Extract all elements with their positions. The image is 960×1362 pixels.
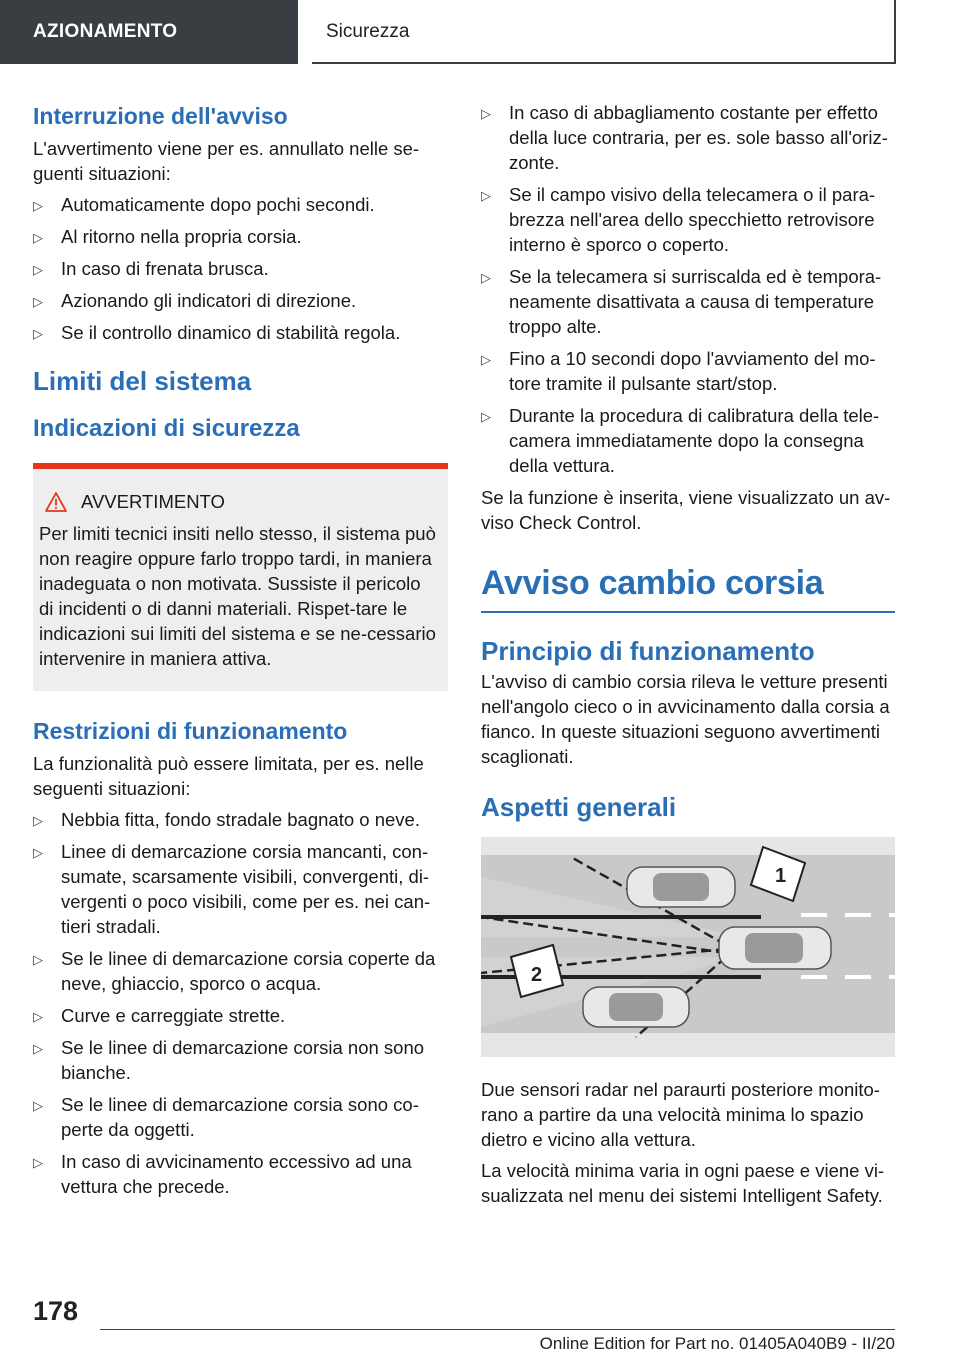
- lane-change-illustration: [481, 837, 895, 1057]
- list-item: ▷ Se le linee di demarcazione corsia sono co-perte da oggetti.: [33, 1094, 419, 1140]
- bullet-icon: ▷: [33, 198, 43, 213]
- warning-text: Per limiti tecnici insiti nello stesso, il sistema può non reagire oppure farlo troppo tardi, in maniera inadeguata o non motivata. Sussiste il pericolo di incidenti o di danni materiali. Rispet-tare le indicazioni sui limiti del sistema e se ne-cessario intervenire in maniera attiva.: [39, 523, 436, 669]
- heading-interruzione: Interruzione dell'avviso: [33, 103, 288, 129]
- list-item: ▷ Automaticamente dopo pochi secondi.: [33, 192, 448, 217]
- list-item: ▷ In caso di abbagliamento costante per effetto della luce contraria, per es. sole basso all'oriz-zonte.: [481, 102, 888, 173]
- list-restrizioni: [33, 807, 448, 1199]
- paragraph-principio: L'avviso di cambio corsia rileva le vetture presenti nell'angolo cieco o in avvicinamento dalla corsia a fianco. In queste situazioni seguono avvertimenti scaglionati.: [481, 671, 890, 767]
- bullet-icon: ▷: [33, 1041, 43, 1056]
- bullet-icon: ▷: [481, 409, 491, 424]
- heading-restrizioni: Restrizioni di funzionamento: [33, 718, 348, 744]
- heading-limiti: Limiti del sistema: [33, 366, 252, 396]
- bullet-icon: ▷: [33, 1098, 43, 1113]
- bullet-icon: ▷: [33, 952, 43, 967]
- car-icon: [627, 867, 735, 907]
- footer-edition: Online Edition for Part no. 01405A040B9 - II/20: [539, 1334, 895, 1353]
- bullet-icon: ▷: [33, 813, 43, 828]
- bullet-icon: ▷: [33, 326, 43, 341]
- warning-box: [33, 463, 448, 691]
- heading-rule: [481, 611, 895, 613]
- paragraph-velocita: La velocità minima varia in ogni paese e viene vi-sualizzata nel menu dei sistemi Intelligent Safety.: [481, 1160, 885, 1206]
- paragraph-restrizioni: La funzionalità può essere limitata, per es. nelle seguenti situazioni:: [33, 753, 424, 799]
- right-column: [481, 100, 895, 1214]
- warning-title: AVVERTIMENTO: [39, 491, 436, 513]
- page-header: [0, 0, 960, 66]
- list-item: ▷ Se le linee di demarcazione corsia coperte da neve, ghiaccio, sporco o acqua.: [33, 948, 436, 994]
- section-title: AZIONAMENTO: [0, 0, 298, 64]
- heading-principio: Principio di funzionamento: [481, 636, 815, 666]
- chapter-title: Sicurezza: [312, 0, 896, 64]
- svg-text:2: 2: [531, 964, 543, 986]
- heading-avviso-cambio-corsia: Avviso cambio corsia: [481, 564, 824, 602]
- bullet-icon: ▷: [33, 294, 43, 309]
- list-item: ▷ Linee di demarcazione corsia mancanti, con-sumate, scarsamente visibili, convergenti, di-vergenti o poco visibili, come per es. nei can-tieri stradali.: [33, 841, 431, 937]
- heading-aspetti: Aspetti generali: [481, 792, 677, 822]
- bullet-icon: ▷: [33, 845, 43, 860]
- list-item: ▷ Durante la procedura di calibratura della tele-camera immediatamente dopo la consegna della vettura.: [481, 405, 880, 476]
- list-item: ▷ In caso di frenata brusca.: [33, 256, 448, 281]
- car-icon: [583, 987, 689, 1027]
- list-item: ▷ Se la telecamera si surriscalda ed è tempora-neamente disattivata a causa di temperature troppo alte.: [481, 266, 882, 337]
- bullet-icon: ▷: [33, 230, 43, 245]
- list-item: ▷ Se il campo visivo della telecamera o il para-brezza nell'area dello specchietto retrovisore interno è sporco o coperto.: [481, 184, 876, 255]
- svg-text:1: 1: [775, 865, 787, 887]
- list-item: ▷ Se il controllo dinamico di stabilità regola.: [33, 320, 448, 345]
- list-item: ▷ Azionando gli indicatori di direzione.: [33, 288, 448, 313]
- paragraph-sensori: Due sensori radar nel paraurti posteriore monito-rano a partire da una velocità minima lo spazio dietro e vicino alla vettura.: [481, 1079, 880, 1150]
- list-item: ▷ Al ritorno nella propria corsia.: [33, 224, 448, 249]
- bullet-icon: ▷: [481, 188, 491, 203]
- paragraph-interruzione: L'avvertimento viene per es. annullato nelle se-guenti situazioni:: [33, 138, 420, 184]
- warning-triangle-icon: [45, 492, 67, 512]
- bullet-icon: ▷: [33, 262, 43, 277]
- bullet-icon: ▷: [481, 352, 491, 367]
- left-column: [33, 100, 448, 1206]
- list-restrizioni-continued: [481, 100, 895, 478]
- heading-indicazioni: Indicazioni di sicurezza: [33, 415, 300, 442]
- bullet-icon: ▷: [481, 270, 491, 285]
- list-item: ▷ Fino a 10 secondi dopo l'avviamento del mo-tore tramite il pulsante start/stop.: [481, 348, 876, 394]
- bullet-icon: ▷: [33, 1009, 43, 1024]
- list-item: ▷ Nebbia fitta, fondo stradale bagnato o neve.: [33, 807, 448, 832]
- list-item: ▷ Curve e carreggiate strette.: [33, 1003, 448, 1028]
- bullet-icon: ▷: [481, 106, 491, 121]
- list-item: ▷ Se le linee di demarcazione corsia non sono bianche.: [33, 1037, 425, 1083]
- footer-rule: [100, 1329, 895, 1330]
- car-icon: [719, 927, 831, 969]
- paragraph-checkcontrol: Se la funzione è inserita, viene visualizzato un av-viso Check Control.: [481, 487, 891, 533]
- list-item: ▷ In caso di avvicinamento eccessivo ad una vettura che precede.: [33, 1151, 412, 1197]
- list-interruzione: [33, 192, 448, 345]
- bullet-icon: ▷: [33, 1155, 43, 1170]
- page-number: 178: [33, 1296, 79, 1326]
